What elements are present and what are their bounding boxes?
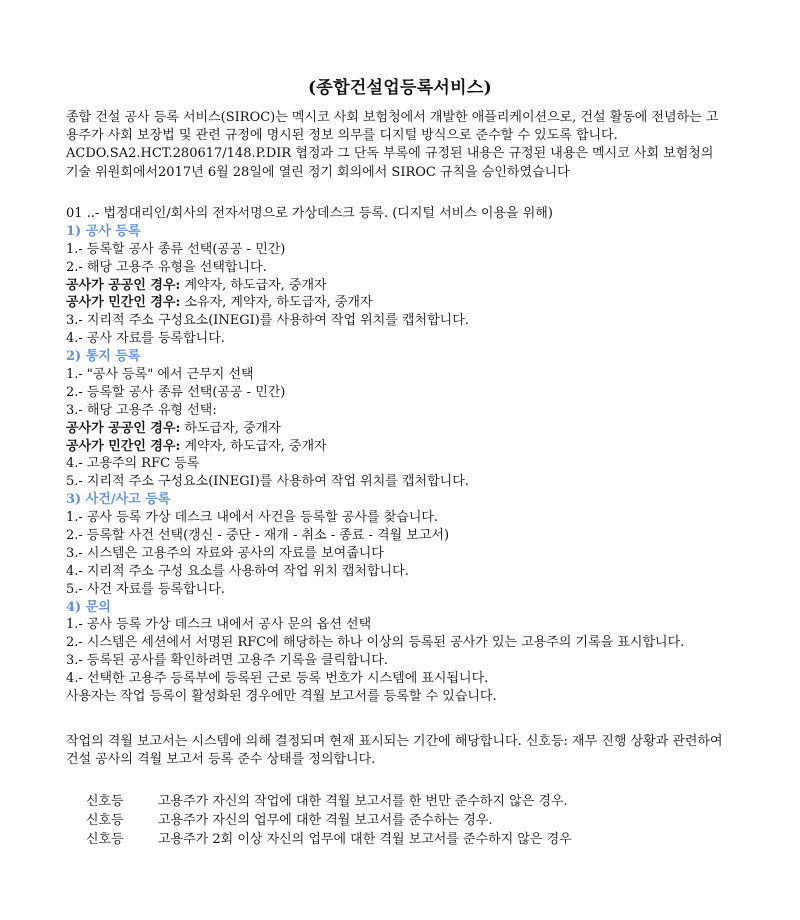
signal-text: 고용주가 자신의 작업에 대한 격월 보고서를 한 번만 준수하지 않은 경우. [158,794,568,809]
section-4-note: 사용자는 작업 등록이 활성화된 경우에만 격월 보고서를 등록할 수 있습니다. [66,689,497,705]
signal-label: 신호등 [86,794,124,809]
section-4-item-3: 3.- 등록된 공사를 확인하려면 고용주 기록을 클릭합니다. [66,653,388,669]
private-case-label: 공사가 민간인 경우: [66,438,181,454]
private-case-label: 공사가 민간인 경우: [66,295,181,311]
signal-row [86,830,572,849]
public-case-value: 계약자, 하도급자, 중개자 [180,277,327,293]
public-case-value: 하도급자, 중개자 [180,420,281,436]
section-1-private-case [66,294,734,312]
section-1-item-4: 4.- 공사 자료를 등록합니다. [66,331,225,347]
section-1-item-1: 1.- 등록할 공사 종류 선택(공공 - 민간) [66,241,286,257]
signal-row [86,792,572,811]
intro-paragraph: 종합 건설 공사 등록 서비스(SIROC)는 멕시코 사회 보험청에서 개발한 애플리케이션으로, 건설 활동에 전념하는 고용주가 사회 보장법 및 관련 규정에 명시된 정보 의무를 디지털 방식으로 준수할 수 있도록 합니다. ACDO.SA2.HCT.280617/148.P.DIR 협정과 그 단독 부록에 규정된 내용은 규정된 내용은 멕시코 사회 보험청의 기술 위원회에서2017년 6월 28일에 열린 정기 회의에서 SIROC 규칙을 승인하였습니다 [66,110,719,180]
signal-label: 신호등 [86,832,124,847]
section-3-item-1: 1.- 공사 등록 가상 데스크 내에서 사건을 등록할 공사를 찾습니다. [66,510,439,526]
section-3-item-4: 4.- 지리적 주소 구성 요소를 사용하여 작업 위치 캡처합니다. [66,563,409,579]
section-1-item-2: 2.- 해당 고용주 유형을 선택합니다. [66,259,267,275]
section-2-heading: 2) 통지 등록 [66,349,141,365]
section-3-heading: 3) 사건/사고 등록 [66,492,171,508]
closing-paragraph: 작업의 격월 보고서는 시스템에 의해 결정되며 현재 표시되는 기간에 해당합니다. 신호등: 재무 진행 상황과 관련하여 건설 공사의 격월 보고서 등록 준수 상태를 정의합니다. [66,734,723,767]
signal-row [86,811,572,830]
section-3-item-2: 2.- 등록할 사건 선택(갱신 - 중단 - 재개 - 취소 - 종료 - 격월 보고서) [66,528,450,544]
section-3-item-5: 5.- 사건 자료를 등록합니다. [66,581,225,597]
signal-list [86,792,572,849]
section-2-private-case [66,438,734,456]
section-4-item-2: 2.- 시스템은 세션에서 서명된 RFC에 해당하는 하나 이상의 등록된 공사가 있는 고용주의 기록을 표시합니다. [66,635,685,651]
section-1-public-case [66,277,734,295]
signal-text: 고용주가 2회 이상 자신의 업무에 대한 격월 보고서를 준수하지 않은 경우 [158,832,572,847]
public-case-label: 공사가 공공인 경우: [66,420,181,436]
section-1-item-3: 3.- 지리적 주소 구성요소(INEGI)를 사용하여 작업 위치를 캡처합니다. [66,313,469,329]
section-4-heading: 4) 문의 [66,599,111,615]
section-4-item-1: 1.- 공사 등록 가상 데스크 내에서 공사 문의 옵션 선택 [66,617,372,633]
section-2-item-5: 5.- 지리적 주소 구성요소(INEGI)를 사용하여 작업 위치를 캡처합니다. [66,474,469,490]
signal-label: 신호등 [86,813,124,828]
section-2-public-case [66,420,734,438]
page-title: (종합건설업등록서비스) [308,78,492,98]
section-2-item-4: 4.- 고용주의 RFC 등록 [66,456,200,472]
step-01-line: 01 ..- 법정대리인/회사의 전자서명으로 가상데스크 등록. (디지털 서비스 이용을 위해) [66,206,553,221]
section-1-heading: 1) 공사 등록 [66,223,141,239]
section-2-item-1: 1.- "공사 등록" 에서 근무지 선택 [66,367,254,383]
section-3-item-3: 3.- 시스템은 고용주의 자료와 공사의 자료를 보여줍니다 [66,545,384,561]
section-2-item-3: 3.- 해당 고용주 유형 선택: [66,402,217,418]
section-4-item-4: 4.- 선택한 고용주 등록부에 등록된 근로 등록 번호가 시스템에 표시됩니다. [66,671,489,687]
signal-text: 고용주가 자신의 업무에 대한 격월 보고서를 준수하는 경우. [158,813,493,828]
section-2-item-2: 2.- 등록할 공사 종류 선택(공공 - 민간) [66,384,286,400]
private-case-value: 소유자, 계약자, 하도급자, 중개자 [180,295,373,311]
steps-list [66,205,734,706]
private-case-value: 계약자, 하도급자, 중개자 [180,438,327,454]
public-case-label: 공사가 공공인 경우: [66,277,181,293]
